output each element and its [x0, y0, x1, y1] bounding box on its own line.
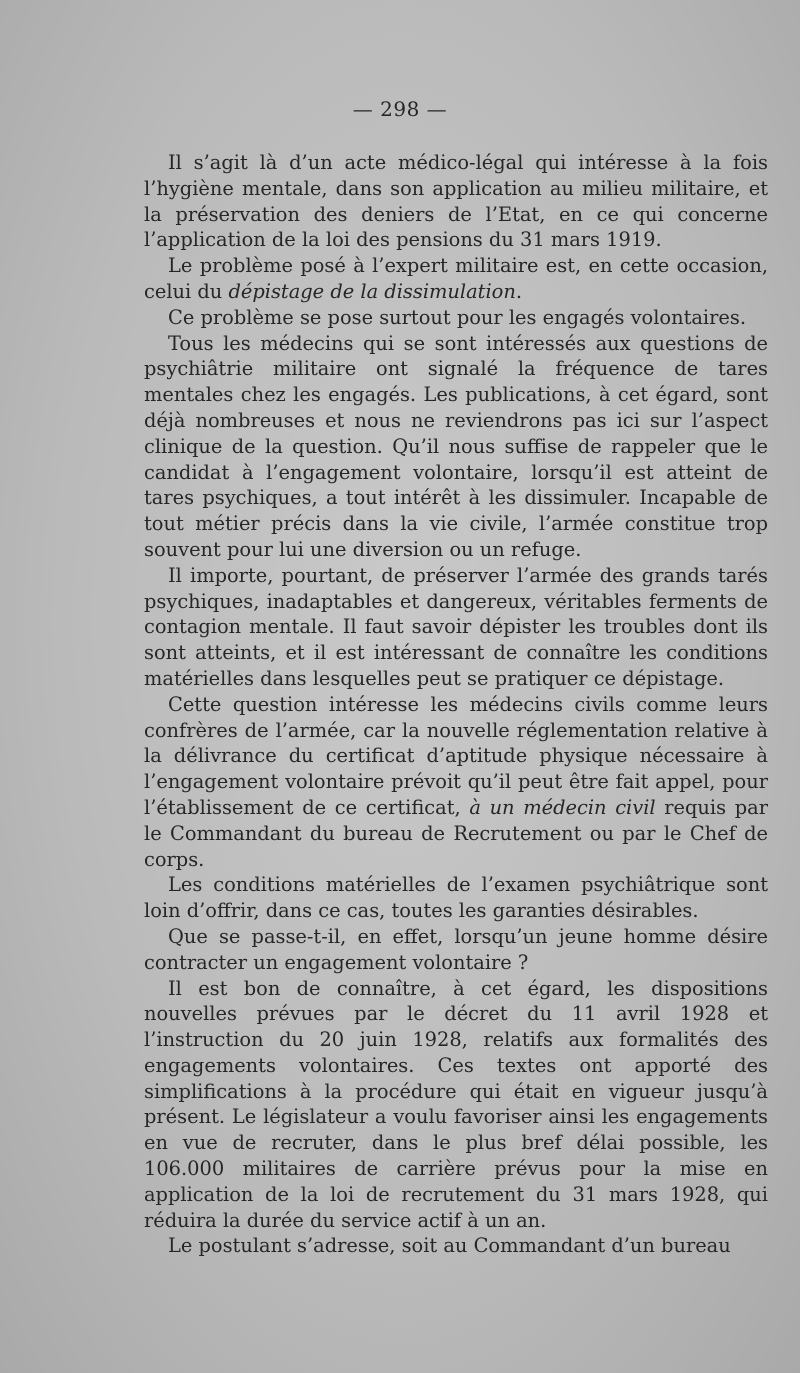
body-text: [144, 150, 768, 1259]
paragraph-2-emphasis: dépistage de la dissimulation: [228, 279, 516, 303]
paragraph-2-end: .: [515, 279, 522, 303]
paragraph-9: Il est bon de connaître, à cet égard, les dispositions nouvelles prévues par le décret du 11 avril 1928 et l’instruction du 20 juin 1928, relatifs aux formalités des engagements volontaires. Ces textes ont apporté des simplifications à la procédure qui était en vigueur jusqu’à présent. Le législateur a voulu favoriser ainsi les engagements en vue de recruter, dans le plus bref délai possible, les 106.000 militaires de carrière prévus pour la mise en application de la loi de recrutement du 31 mars 1928, qui réduira la durée du service actif à un an.: [144, 976, 768, 1232]
paragraph-6-end: requis par le Commandant du bureau de Recrutement ou par le Chef de corps.: [144, 795, 768, 871]
paragraph-6: [144, 692, 768, 873]
paragraph-3: Ce problème se pose surtout pour les engagés volontaires.: [168, 305, 746, 329]
paragraph-2-text: Le problème posé à l’expert militaire est, en cette occasion, celui du: [144, 254, 768, 303]
paragraph-6-emphasis: à un médecin civil: [469, 795, 656, 819]
page-number: — 298 —: [352, 97, 448, 121]
paragraph-8: Que se passe-t-il, en effet, lorsqu’un jeune homme désire contracter un engagement volontaire ?: [144, 924, 768, 974]
paragraph-6-text: Cette question intéresse les médecins civils comme leurs confrères de l’armée, car la nouvelle réglementation relative à la délivrance du certificat d’aptitude physique nécessaire à l’engagement volontaire prévoit qu’il peut être fait appel, pour l’établissement de ce certificat,: [144, 692, 768, 819]
paragraph-5: Il importe, pourtant, de préserver l’armée des grands tarés psychiques, inadaptables et dangereux, véritables ferments de contagion mentale. Il faut savoir dépister les troubles dont ils sont atteints, et il est intéressant de connaître les conditions matérielles dans lesquelles peut se pratiquer ce dépistage.: [144, 563, 768, 690]
paragraph-2: [144, 253, 768, 305]
paragraph-4: Tous les médecins qui se sont intéressés aux questions de psychiâtrie militaire ont signalé la fréquence de tares mentales chez les engagés. Les publications, à cet égard, sont déjà nombreuses et nous ne reviendrons pas ici sur l’aspect clinique de la question. Qu’il nous suffise de rappeler que le candidat à l’engagement volontaire, lorsqu’il est atteint de tares psychiques, a tout intérêt à les dissimuler. Incapable de tout métier précis dans la vie civile, l’armée constitue trop souvent pour lui une diversion ou un refuge.: [144, 331, 768, 561]
paragraph-7: Les conditions matérielles de l’examen psychiâtrique sont loin d’offrir, dans ce cas, toutes les garanties désirables.: [144, 873, 768, 923]
paragraph-1: Il s’agit là d’un acte médico-légal qui intéresse à la fois l’hygiène mentale, dans son application au milieu militaire, et la préservation des deniers de l’Etat, en ce qui concerne l’application de la loi des pensions du 31 mars 1919.: [144, 151, 768, 252]
paragraph-10: Le postulant s’adresse, soit au Commandant d’un bureau: [168, 1234, 731, 1258]
